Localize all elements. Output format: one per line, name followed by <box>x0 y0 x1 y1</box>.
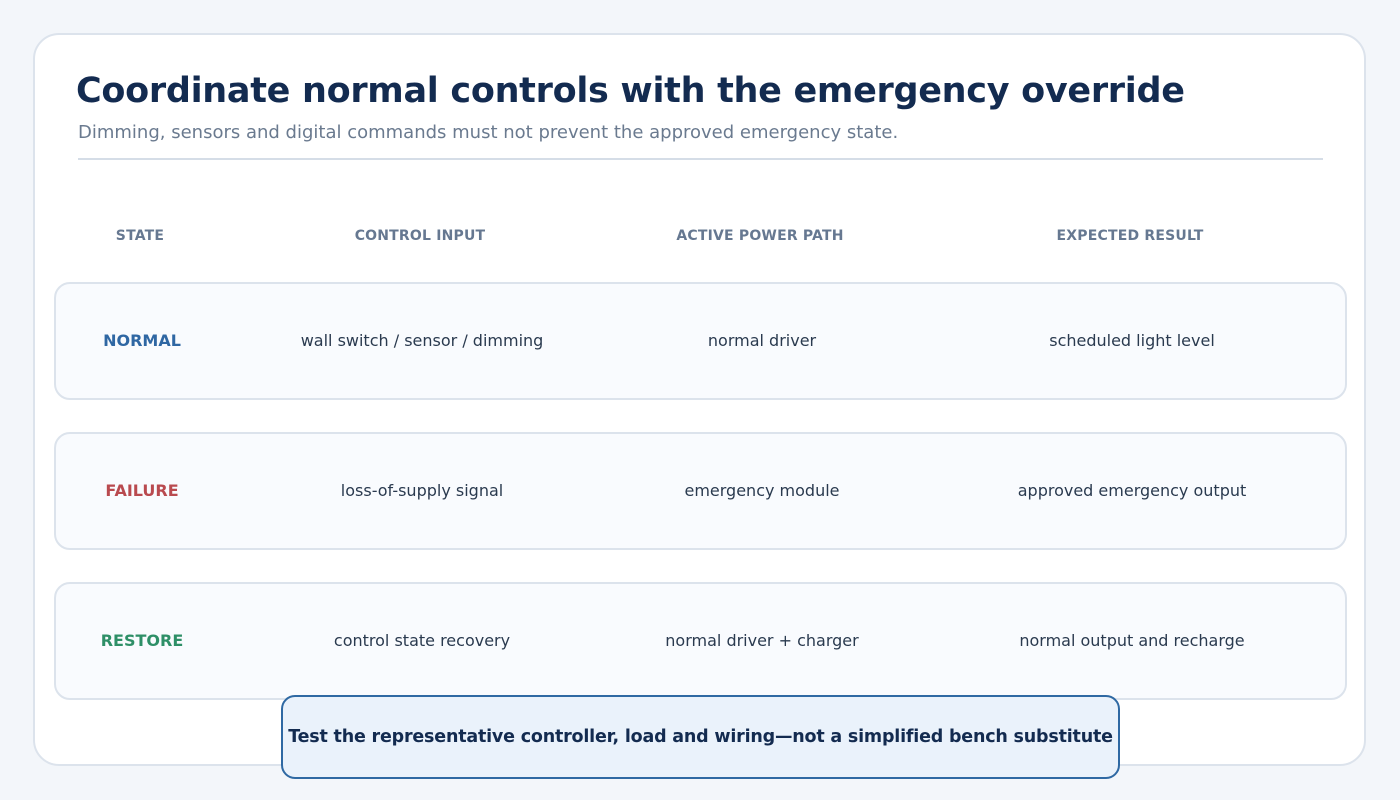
power-path-cell: normal driver <box>707 331 817 350</box>
state-row-failure <box>54 432 1347 550</box>
test-callout-banner <box>281 695 1120 779</box>
state-label: FAILURE <box>105 481 179 500</box>
column-header-power-path: ACTIVE POWER PATH <box>676 228 844 244</box>
banner-text: Test the representative controller, load and wiring—not a simplified bench substitute <box>288 727 1113 747</box>
state-row-normal <box>54 282 1347 400</box>
expected-result-cell: approved emergency output <box>1017 481 1247 500</box>
power-path-cell: emergency module <box>684 481 840 500</box>
expected-result-cell: scheduled light level <box>1049 331 1215 350</box>
state-row-restore <box>54 582 1347 700</box>
column-header-expected-result: EXPECTED RESULT <box>1056 228 1204 244</box>
state-label: RESTORE <box>100 631 184 650</box>
header-divider <box>78 158 1323 160</box>
state-label: NORMAL <box>103 331 181 350</box>
control-input-cell: control state recovery <box>333 631 511 650</box>
page-title: Coordinate normal controls with the emergency override <box>76 71 1185 111</box>
expected-result-cell: normal output and recharge <box>1019 631 1245 650</box>
power-path-cell: normal driver + charger <box>665 631 859 650</box>
column-header-state: STATE <box>115 228 165 244</box>
control-input-cell: wall switch / sensor / dimming <box>300 331 544 350</box>
column-header-control-input: CONTROL INPUT <box>354 228 486 244</box>
page-subtitle: Dimming, sensors and digital commands must not prevent the approved emergency state. <box>78 122 899 143</box>
control-input-cell: loss-of-supply signal <box>340 481 504 500</box>
